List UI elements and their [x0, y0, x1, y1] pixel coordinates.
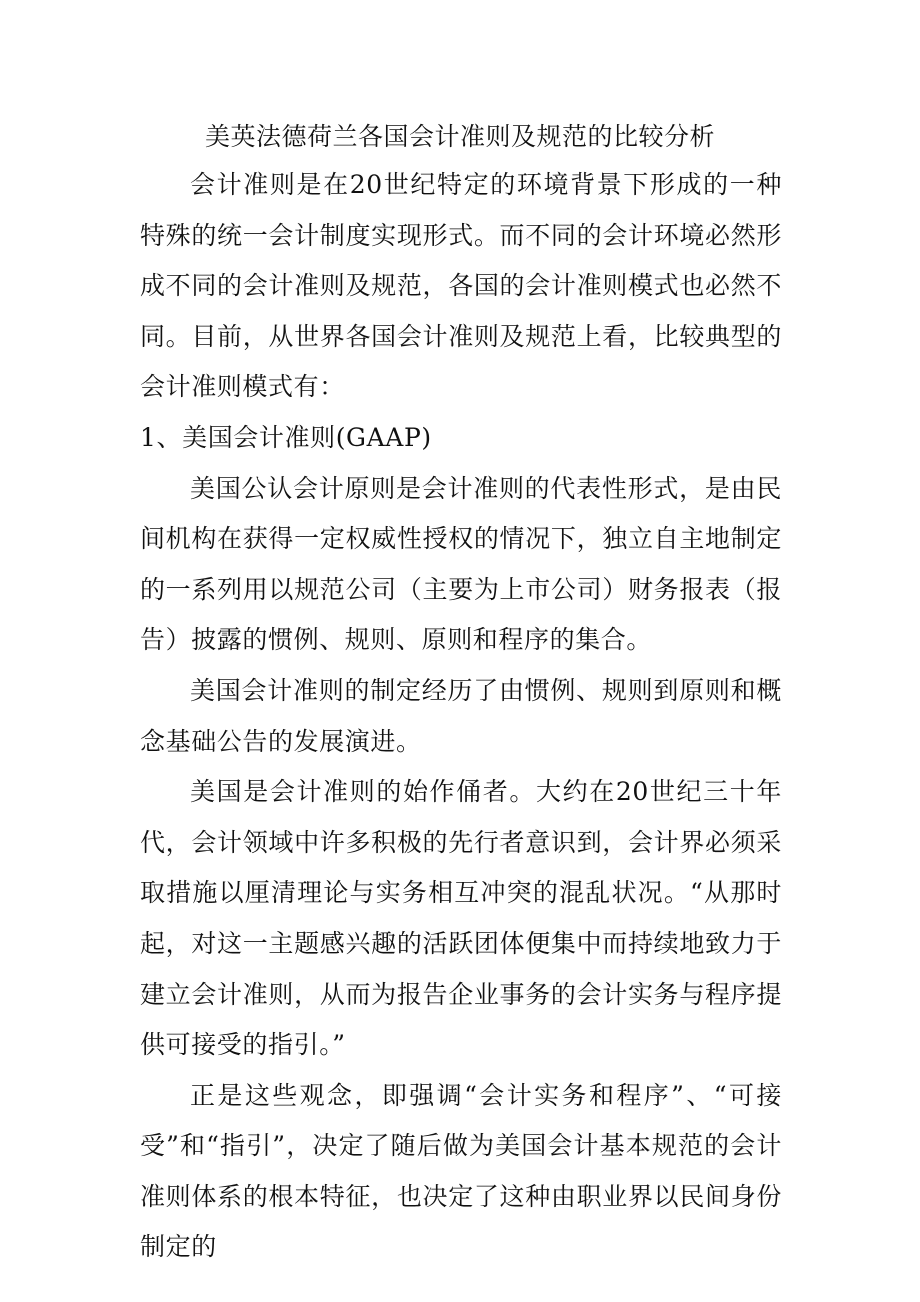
paragraph-gaap-history: 美国是会计准则的始作俑者。大约在20世纪三十年代，会计领域中许多积极的先行者意识到，会计界必须采取措施以厘清理论与实务相互冲突的混乱状况。“从那时起，对这一主题感兴趣的活跃团体便集中而持续地致力于建立会计准则，从而为报告企业事务的会计实务与程序提供可接受的指引。” [140, 777, 782, 1060]
paragraph-gaap-evolution: 美国会计准则的制定经历了由惯例、规则到原则和概念基础公告的发展演进。 [140, 675, 782, 756]
document-title: 美英法德荷兰各国会计准则及规范的比较分析 [204, 122, 715, 151]
paragraph-gaap-concepts: 正是这些观念，即强调“会计实务和程序”、“可接受”和“指引”，决定了随后做为美国会计基本规范的会计准则体系的根本特征，也决定了这种由职业界以民间身份制定的 [140, 1080, 782, 1262]
section-heading-us-gaap: 1、美国会计准则(GAAP) [140, 422, 432, 452]
document-body [140, 160, 782, 1273]
paragraph-gaap-definition: 美国公认会计原则是会计准则的代表性形式，是由民间机构在获得一定权威性授权的情况下，独立自主地制定的一系列用以规范公司（主要为上市公司）财务报表（报告）披露的惯例、规则、原则和程序的集合。 [140, 473, 782, 655]
paragraph-intro: 会计准则是在20世纪特定的环境背景下形成的一种特殊的统一会计制度实现形式。而不同的会计环境必然形成不同的会计准则及规范，各国的会计准则模式也必然不同。目前，从世界各国会计准则及规范上看，比较典型的会计准则模式有： [140, 170, 782, 402]
